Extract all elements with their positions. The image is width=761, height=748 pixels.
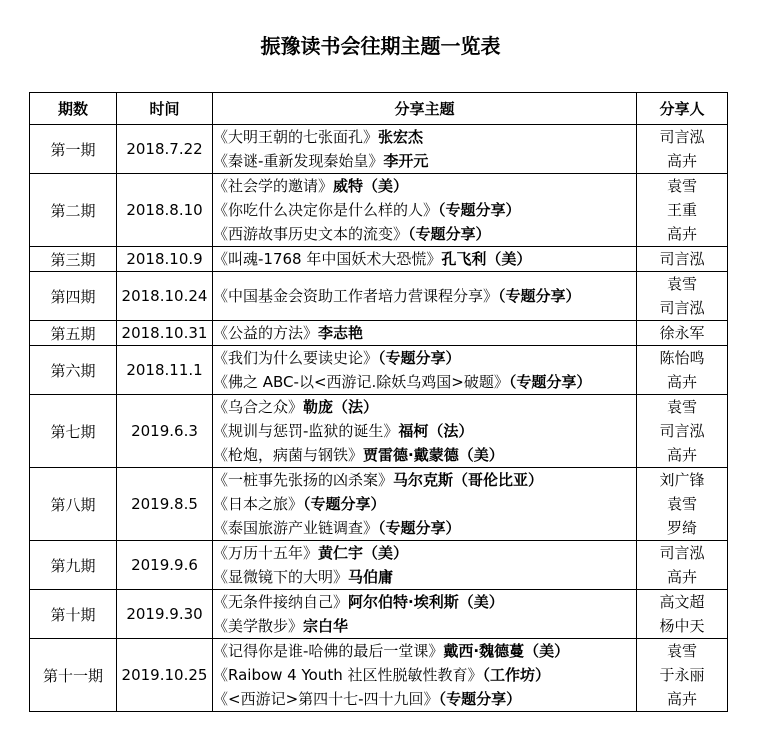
topic-title: 《社会学的邀请》 <box>213 177 334 195</box>
sharer-name: 袁雪 <box>666 495 697 513</box>
sharer-name: 袁雪 <box>666 275 697 293</box>
sharers-cell <box>637 125 728 174</box>
sharer-name: 高卉 <box>666 568 697 586</box>
sharers-cell <box>637 590 728 639</box>
topic-title: 《日本之旅》 <box>213 495 304 513</box>
topic-line <box>213 125 636 149</box>
sharer-name: 罗绮 <box>666 519 697 537</box>
table-row <box>30 272 728 321</box>
table-row <box>30 321 728 346</box>
sharer-name: 徐永军 <box>659 324 705 342</box>
date-cell: 2018.10.9 <box>117 247 213 272</box>
sharer-name: 司言泓 <box>659 128 705 146</box>
topic-line <box>213 149 636 173</box>
topic-author: 马伯庸 <box>348 568 394 586</box>
sharer-name: 高卉 <box>666 446 697 464</box>
sharer-name: 于永丽 <box>659 666 705 684</box>
topic-title: 《Raibow 4 Youth 社区性脱敏性教育》 <box>213 666 483 684</box>
topic-title: 《记得你是谁-哈佛的最后一堂课》 <box>213 642 444 660</box>
date-cell: 2019.8.5 <box>117 468 213 541</box>
topic-author: 阿尔伯特·埃利斯（美） <box>348 593 504 611</box>
topic-line <box>213 687 636 711</box>
topic-title: 《秦谜-重新发现秦始皇》 <box>213 152 384 170</box>
table-row <box>30 541 728 590</box>
table-row <box>30 346 728 395</box>
topic-line <box>213 198 636 222</box>
topic-title: 《我们为什么要读史论》 <box>213 349 379 367</box>
topics-cell <box>213 590 637 639</box>
topic-author: 威特（美） <box>333 177 409 195</box>
topic-title: 《大明王朝的七张面孔》 <box>213 128 379 146</box>
page-title: 振豫读书会往期主题一览表 <box>260 34 501 58</box>
topics-cell <box>213 174 637 247</box>
sharers-cell <box>637 639 728 712</box>
date-cell: 2019.9.30 <box>117 590 213 639</box>
period-cell: 第六期 <box>30 346 117 395</box>
table-row <box>30 468 728 541</box>
topic-line <box>213 174 636 198</box>
topic-title: 《枪炮，病菌与钢铁》 <box>213 446 364 464</box>
topic-author: 李开元 <box>383 152 429 170</box>
sharers-cell <box>637 541 728 590</box>
topic-author: 福柯（法） <box>398 422 474 440</box>
topics-cell <box>213 395 637 468</box>
topic-line <box>213 614 636 638</box>
topics-cell <box>213 639 637 712</box>
date-cell: 2019.6.3 <box>117 395 213 468</box>
date-cell: 2019.10.25 <box>117 639 213 712</box>
topic-title: 《西游故事历史文本的流变》 <box>213 225 409 243</box>
topic-author: 贾雷德·戴蒙德（美） <box>363 446 504 464</box>
topics-cell <box>213 468 637 541</box>
topic-author: （工作坊） <box>482 666 551 684</box>
topics-cell <box>213 321 637 346</box>
period-cell: 第八期 <box>30 468 117 541</box>
header-period: 期数 <box>30 93 117 125</box>
sharer-name: 袁雪 <box>666 177 697 195</box>
period-cell: 第二期 <box>30 174 117 247</box>
table-row <box>30 247 728 272</box>
topic-title: 《无条件接纳自己》 <box>213 593 349 611</box>
table-row <box>30 639 728 712</box>
topic-line <box>213 541 636 565</box>
topic-title: 《规训与惩罚-监狱的诞生》 <box>213 422 399 440</box>
topic-title: 《佛之 ABC-以<西游记.除妖乌鸡国>破题》 <box>213 373 509 391</box>
topic-line <box>213 321 636 345</box>
topic-author: （专题分享） <box>378 519 461 537</box>
topic-line <box>213 419 636 443</box>
sharers-cell <box>637 272 728 321</box>
sessions-table <box>29 92 728 712</box>
topic-title: 《叫魂-1768 年中国妖术大恐慌》 <box>213 250 442 268</box>
topic-author: 宗白华 <box>303 617 349 635</box>
sharer-name: 高卉 <box>666 373 697 391</box>
table-row <box>30 125 728 174</box>
date-cell: 2018.8.10 <box>117 174 213 247</box>
topic-line <box>213 247 636 271</box>
topic-author: （专题分享） <box>438 690 522 708</box>
date-cell: 2018.10.24 <box>117 272 213 321</box>
topic-author: 李志艳 <box>318 324 364 342</box>
sharer-name: 袁雪 <box>666 398 697 416</box>
sharer-name: 陈怡鸣 <box>659 349 705 367</box>
topic-line <box>213 492 636 516</box>
sharer-name: 司言泓 <box>659 250 705 268</box>
topics-cell <box>213 541 637 590</box>
topic-author: （专题分享） <box>378 349 461 367</box>
date-cell: 2018.10.31 <box>117 321 213 346</box>
topic-line <box>213 370 636 394</box>
topic-title: 《<西游记>第四十七-四十九回》 <box>213 690 439 708</box>
topic-line <box>213 639 636 663</box>
sharers-cell <box>637 468 728 541</box>
sharers-cell <box>637 174 728 247</box>
topic-title: 《你吃什么决定你是什么样的人》 <box>213 201 439 219</box>
topic-author: 戴西·魏德蔓（美） <box>443 642 570 660</box>
sharer-name: 袁雪 <box>666 642 697 660</box>
sharers-cell <box>637 395 728 468</box>
topic-line <box>213 222 636 246</box>
period-cell: 第四期 <box>30 272 117 321</box>
topics-cell <box>213 272 637 321</box>
date-cell: 2018.11.1 <box>117 346 213 395</box>
sharer-name: 王重 <box>666 201 697 219</box>
topic-title: 《泰国旅游产业链调查》 <box>213 519 379 537</box>
topic-line <box>213 284 636 308</box>
sharer-name: 杨中天 <box>659 617 705 635</box>
topic-title: 《乌合之众》 <box>213 398 304 416</box>
topic-author: （专题分享） <box>498 287 581 305</box>
topic-title: 《万历十五年》 <box>213 544 319 562</box>
period-cell: 第十一期 <box>30 639 117 712</box>
date-cell: 2019.9.6 <box>117 541 213 590</box>
period-cell: 第十期 <box>30 590 117 639</box>
sharer-name: 高卉 <box>666 690 697 708</box>
period-cell: 第三期 <box>30 247 117 272</box>
topic-line <box>213 565 636 589</box>
topics-cell <box>213 346 637 395</box>
table-row <box>30 590 728 639</box>
topic-title: 《美学散步》 <box>213 617 304 635</box>
sharers-cell <box>637 346 728 395</box>
header-topics: 分享主题 <box>213 93 637 125</box>
topic-author: 孔飞利（美） <box>441 250 532 268</box>
period-cell: 第一期 <box>30 125 117 174</box>
topic-author: 马尔克斯（哥伦比亚） <box>393 471 544 489</box>
sharer-name: 高卉 <box>666 225 697 243</box>
period-cell: 第七期 <box>30 395 117 468</box>
topics-cell <box>213 247 637 272</box>
header-date: 时间 <box>117 93 213 125</box>
sharer-name: 刘广锋 <box>659 471 705 489</box>
topic-line <box>213 443 636 467</box>
table-body <box>30 125 728 712</box>
sharer-name: 司言泓 <box>659 544 705 562</box>
sharers-cell <box>637 321 728 346</box>
table-row <box>30 395 728 468</box>
table-row <box>30 174 728 247</box>
topic-title: 《中国基金会资助工作者培力营课程分享》 <box>213 287 499 305</box>
sharer-name: 高文超 <box>659 593 705 611</box>
topic-title: 《一桩事先张扬的凶杀案》 <box>213 471 394 489</box>
topic-author: 勒庞（法） <box>303 398 379 416</box>
topic-line <box>213 663 636 687</box>
period-cell: 第五期 <box>30 321 117 346</box>
sharers-cell <box>637 247 728 272</box>
sharer-name: 高卉 <box>666 152 697 170</box>
topic-title: 《显微镜下的大明》 <box>213 568 349 586</box>
topic-author: （专题分享） <box>408 225 491 243</box>
period-cell: 第九期 <box>30 541 117 590</box>
topic-title: 《公益的方法》 <box>213 324 319 342</box>
topic-author: （专题分享） <box>508 373 592 391</box>
topic-author: 张宏杰 <box>378 128 424 146</box>
date-cell: 2018.7.22 <box>117 125 213 174</box>
topic-author: （专题分享） <box>438 201 521 219</box>
header-sharers: 分享人 <box>637 93 728 125</box>
topic-line <box>213 346 636 370</box>
topic-author: 黄仁宇（美） <box>318 544 409 562</box>
sharer-name: 司言泓 <box>659 422 705 440</box>
topic-line <box>213 468 636 492</box>
sharer-name: 司言泓 <box>659 299 705 317</box>
topic-line <box>213 590 636 614</box>
table-header-row <box>30 93 728 125</box>
topics-cell <box>213 125 637 174</box>
topic-line <box>213 395 636 419</box>
topic-line <box>213 516 636 540</box>
topic-author: （专题分享） <box>303 495 386 513</box>
